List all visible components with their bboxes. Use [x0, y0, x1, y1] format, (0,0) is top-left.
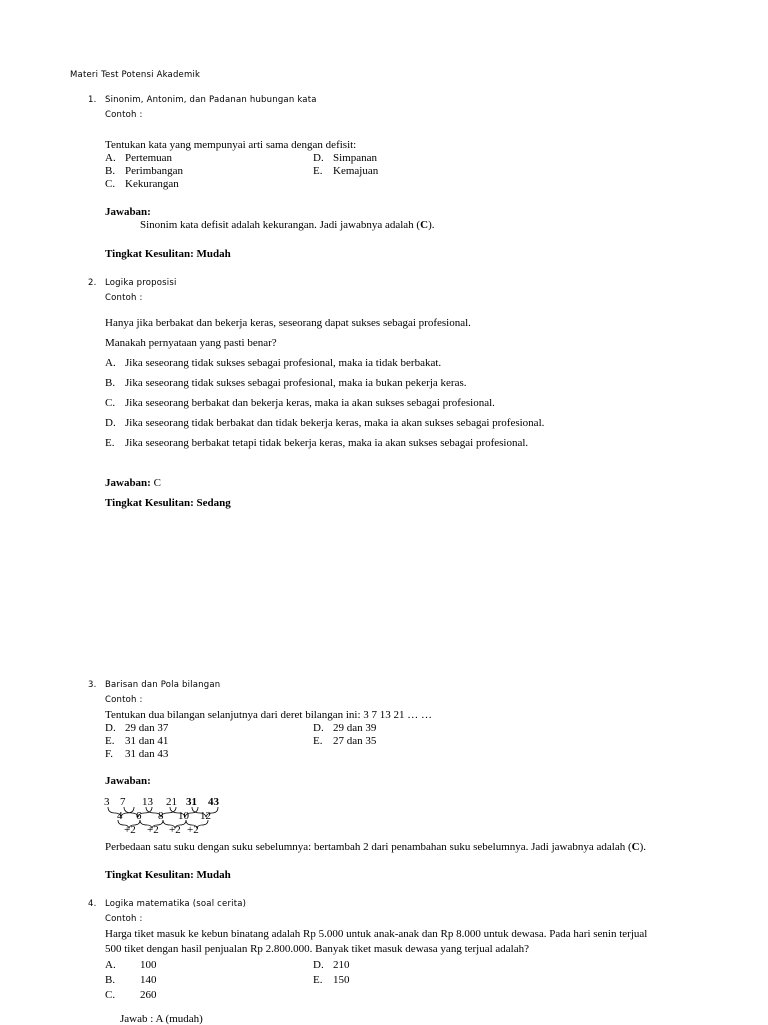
section-4-question-line-2: 500 tiket dengan hasil penjualan Rp 2.800.000. Banyak tiket masuk dewasa yang terjual adalah?: [105, 943, 529, 955]
document-title: Materi Test Potensi Akademik: [70, 70, 201, 80]
seq-second-diff: +2: [124, 824, 136, 836]
section-2-difficulty: Tingkat Kesulitan: Sedang: [105, 497, 231, 509]
option-1c: C. Kekurangan: [105, 178, 179, 190]
option-1b: B. Perimbangan: [105, 165, 184, 177]
option-4a: A. 100: [105, 959, 157, 971]
seq-term: 3: [104, 796, 110, 808]
seq-second-diff: +2: [187, 824, 199, 836]
seq-diff: 8: [158, 810, 164, 822]
option-4c: C. 260: [105, 989, 157, 1001]
seq-diff: 4: [117, 810, 123, 822]
option-3f: F. 31 dan 43: [105, 748, 169, 760]
seq-term-answer: 31: [186, 796, 197, 808]
seq-diff: 10: [178, 810, 189, 822]
seq-term: 13: [142, 796, 153, 808]
option-1e: E. Kemajuan: [313, 165, 379, 177]
option-4e: E. 150: [313, 974, 350, 986]
section-4-heading: Logika matematika (soal cerita): [105, 899, 247, 909]
section-2-contoh: Contoh :: [105, 293, 143, 303]
option-1a: A. Pertemuan: [105, 152, 173, 164]
section-2-ask: Manakah pernyataan yang pasti benar?: [105, 337, 277, 349]
section-1-contoh: Contoh :: [105, 110, 143, 120]
option-4d: D. 210: [313, 959, 350, 971]
section-1-number: 1.: [88, 95, 97, 105]
section-3-number: 3.: [88, 680, 97, 690]
option-2d: D. Jika seseorang tidak berbakat dan tidak bekerja keras, maka ia akan sukses sebagai profesional.: [105, 417, 545, 429]
option-1d: D. Simpanan: [313, 152, 377, 164]
section-1-explanation: Sinonim kata defisit adalah kekurangan. Jadi jawabnya adalah (C).: [140, 219, 435, 231]
section-4-contoh: Contoh :: [105, 914, 143, 924]
section-3-contoh: Contoh :: [105, 695, 143, 705]
section-3-explanation: Perbedaan satu suku dengan suku sebelumnya: bertambah 2 dari penambahan suku sebelumnya. Jadi jawabnya adalah (C).: [105, 841, 646, 853]
option-2c: C. Jika seseorang berbakat dan bekerja keras, maka ia akan sukses sebagai profesional.: [105, 397, 495, 409]
seq-second-diff: +2: [169, 824, 181, 836]
seq-diff: 12: [200, 810, 211, 822]
section-1-difficulty: Tingkat Kesulitan: Mudah: [105, 248, 231, 260]
section-2-premise: Hanya jika berbakat dan bekerja keras, seseorang dapat sukses sebagai profesional.: [105, 317, 471, 329]
section-4-jawab: Jawab : A (mudah): [120, 1013, 203, 1025]
option-2a: A. Jika seseorang tidak sukses sebagai profesional, maka ia tidak berbakat.: [105, 357, 442, 369]
section-1-jawaban-label: Jawaban:: [105, 206, 151, 218]
seq-term: 21: [166, 796, 177, 808]
section-2-jawaban: Jawaban: C: [105, 477, 161, 489]
seq-second-diff: +2: [147, 824, 159, 836]
section-3-jawaban-label: Jawaban:: [105, 775, 151, 787]
seq-term-answer: 43: [208, 796, 219, 808]
option-4b: B. 140: [105, 974, 157, 986]
option-2e: E. Jika seseorang berbakat tetapi tidak bekerja keras, maka ia akan sukses sebagai profesional.: [105, 437, 529, 449]
section-3-difficulty: Tingkat Kesulitan: Mudah: [105, 869, 231, 881]
option-3d: D. 29 dan 37: [105, 722, 169, 734]
section-3-heading: Barisan dan Pola bilangan: [105, 680, 221, 690]
section-1-question: Tentukan kata yang mempunyai arti sama dengan defisit:: [105, 139, 357, 151]
seq-term: 7: [120, 796, 126, 808]
section-1-heading: Sinonim, Antonim, dan Padanan hubungan kata: [105, 95, 317, 105]
option-3e-right: E. 27 dan 35: [313, 735, 377, 747]
option-2b: B. Jika seseorang tidak sukses sebagai profesional, maka ia bukan pekerja keras.: [105, 377, 467, 389]
section-2-heading: Logika proposisi: [105, 278, 177, 288]
seq-diff: 6: [136, 810, 142, 822]
section-2-number: 2.: [88, 278, 97, 288]
option-3d-right: D. 29 dan 39: [313, 722, 377, 734]
option-3e: E. 31 dan 41: [105, 735, 169, 747]
section-3-question: Tentukan dua bilangan selanjutnya dari deret bilangan ini: 3 7 13 21 … …: [105, 709, 433, 721]
section-4-question-line-1: Harga tiket masuk ke kebun binatang adalah Rp 5.000 untuk anak-anak dan Rp 8.000 untuk dewasa. Pada hari senin terjual: [105, 928, 648, 940]
section-4-number: 4.: [88, 899, 97, 909]
